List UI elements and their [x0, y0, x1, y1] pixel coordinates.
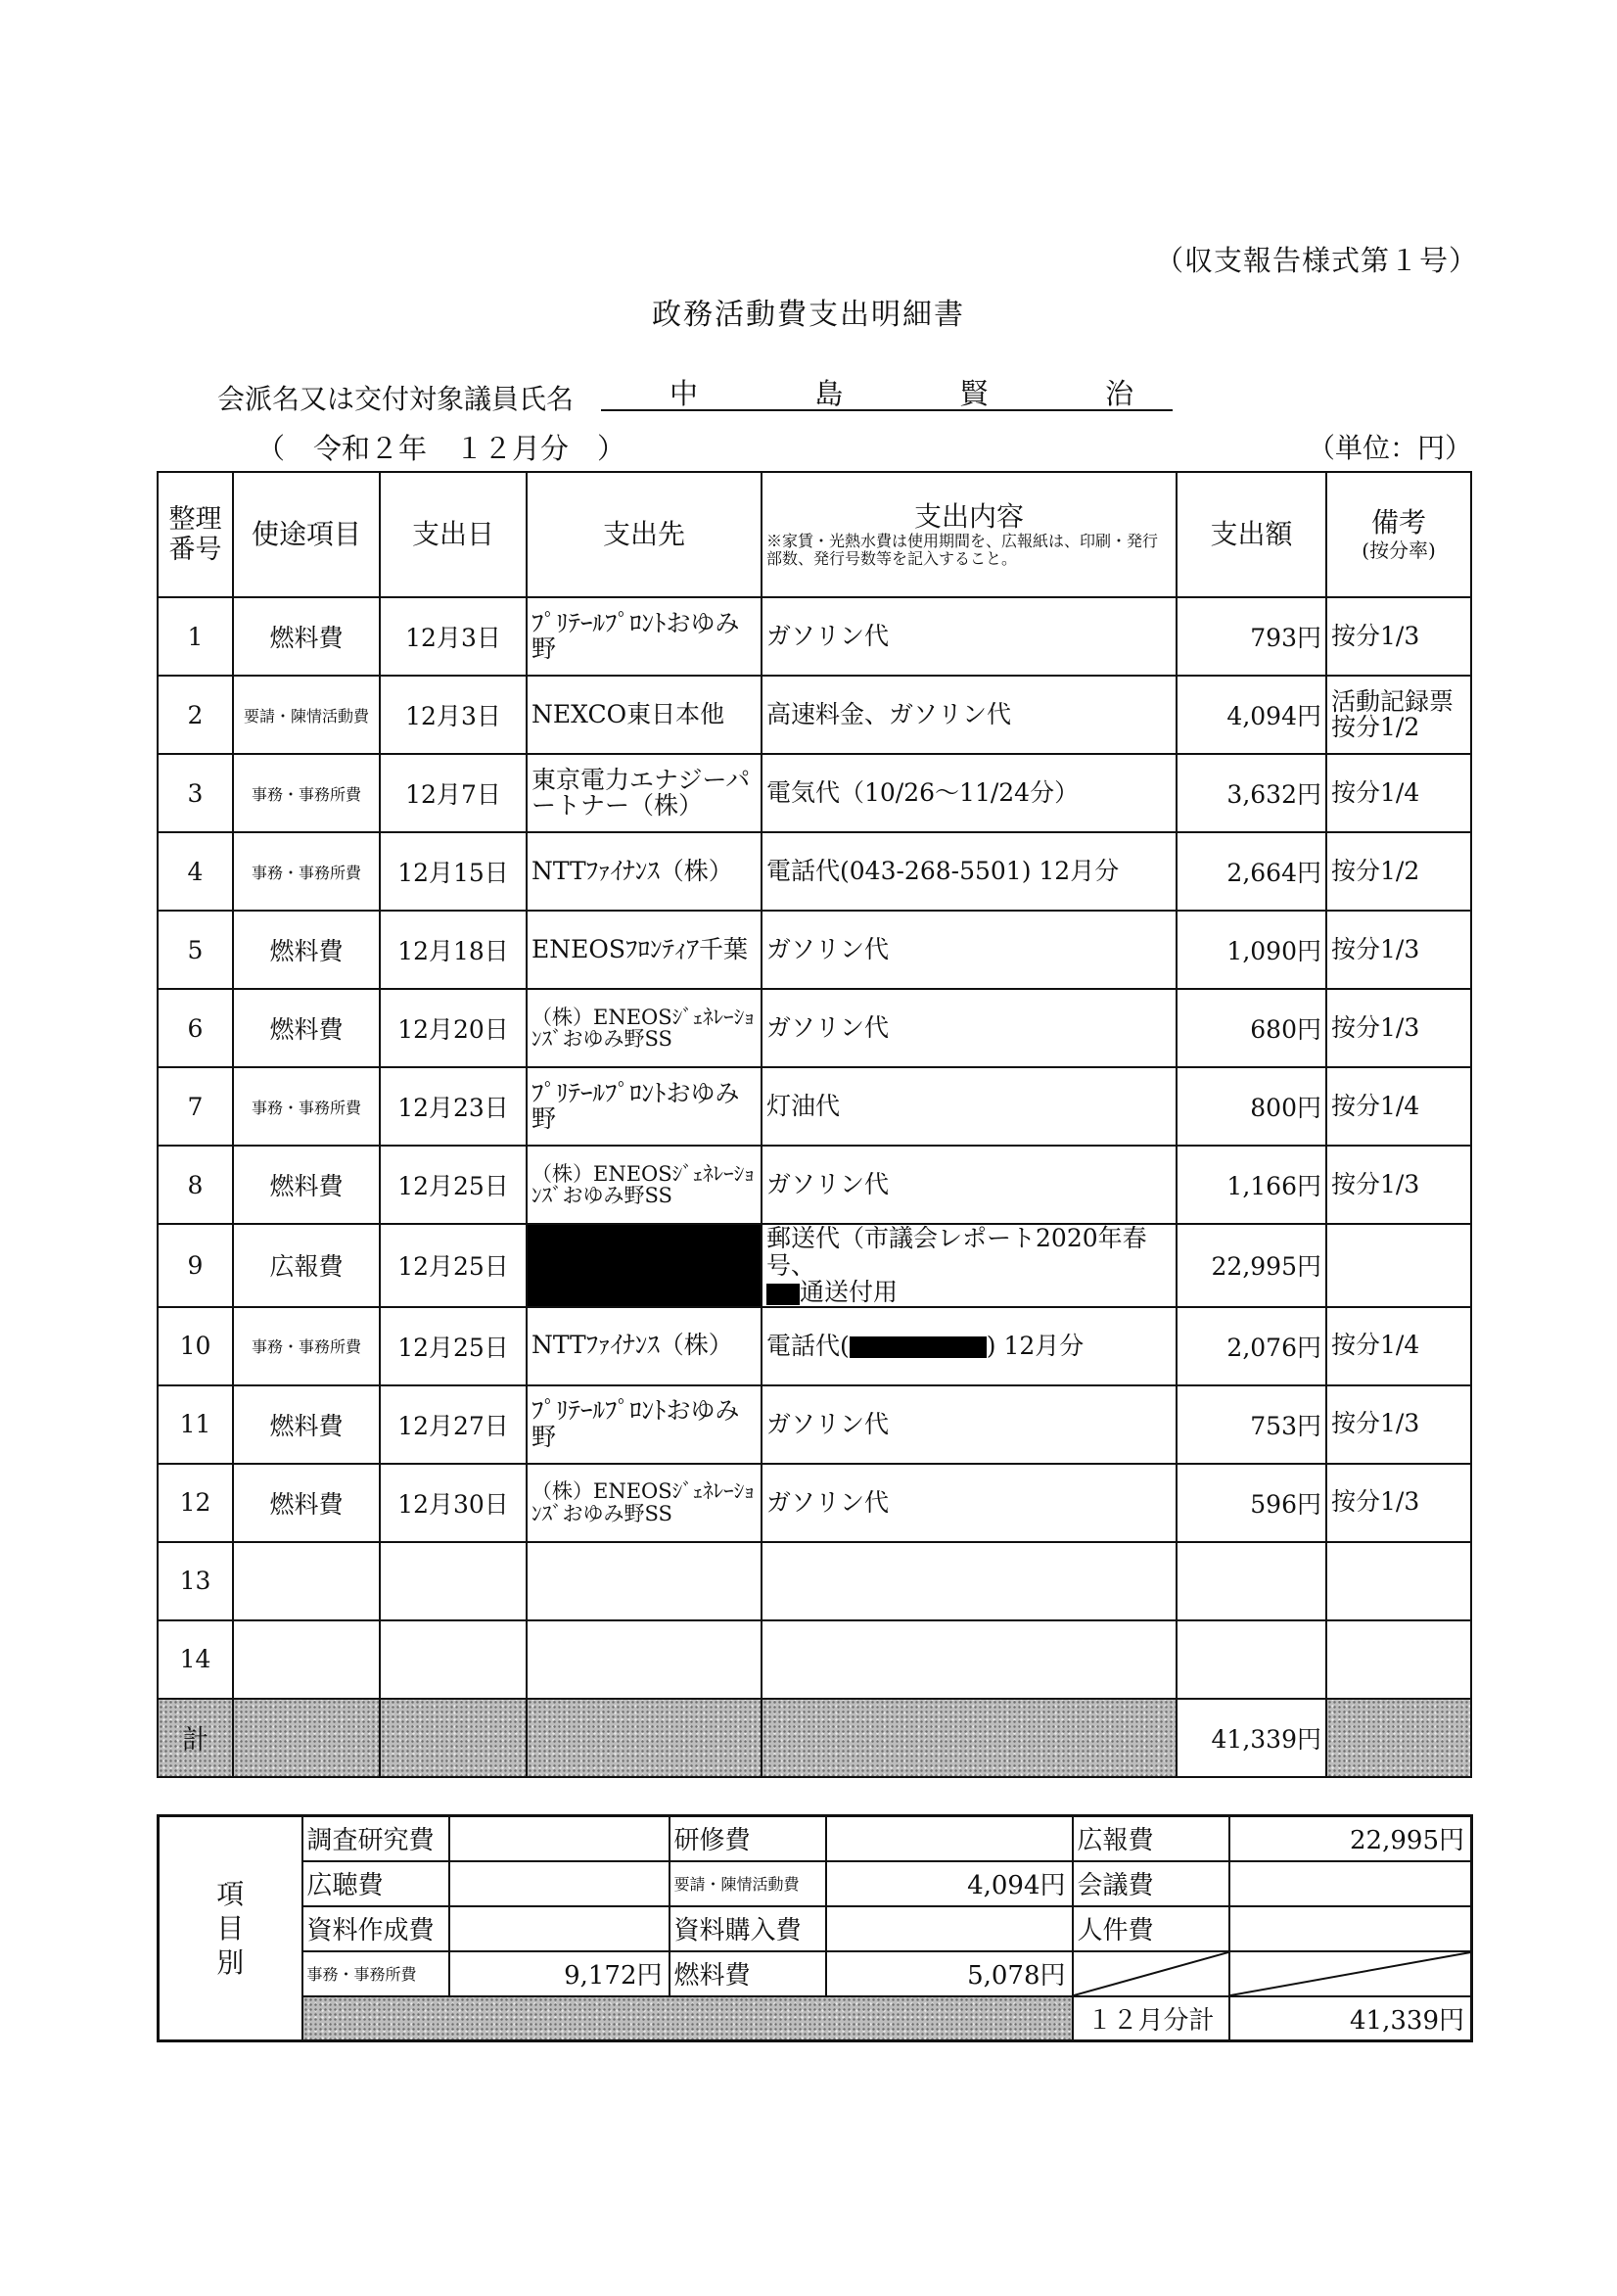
unit-label: （単位：円） [1308, 432, 1473, 464]
shaded-cell [762, 1699, 1177, 1777]
row-amount: 3,632円 [1177, 754, 1326, 832]
table-row [158, 989, 1471, 1067]
row-date: 12月30日 [380, 1464, 527, 1542]
col-header-content-note: ※家賃・光熱水費は使用期間を、広報紙は、印刷・発行部数、発行号数等を記入すること。 [766, 531, 1159, 569]
summary-label: 資料購入費 [670, 1906, 826, 1951]
table-row [158, 1464, 1471, 1542]
row-payee: NTTﾌｧｲﾅﾝｽ（株） [527, 832, 762, 911]
shaded-cell [302, 1996, 1073, 2041]
summary-label: 要請・陳情活動費 [670, 1861, 826, 1906]
row-date: 12月23日 [380, 1067, 527, 1146]
member-name-char: 賢 [959, 377, 989, 410]
summary-side-char: 目 [216, 1912, 245, 1945]
redacted-payee [527, 1224, 762, 1307]
total-label: 計 [158, 1699, 233, 1777]
col-header-category: 使途項目 [233, 472, 380, 597]
summary-row [159, 1951, 1472, 1996]
member-name-char: 島 [814, 377, 844, 410]
table-row [158, 911, 1471, 989]
row-payee: ﾌﾟﾘﾃｰﾙﾌﾟﾛﾝﾄおゆみ野 [527, 1067, 762, 1146]
row-date: 12月18日 [380, 911, 527, 989]
row-payee: NEXCO東日本他 [527, 676, 762, 754]
row-content-line: 電話代( [766, 1331, 850, 1360]
row-no: 4 [158, 832, 233, 911]
expense-table [157, 471, 1472, 1778]
row-note [1326, 1620, 1471, 1699]
col-header-date: 支出日 [380, 472, 527, 597]
summary-value [826, 1816, 1073, 1861]
table-row [158, 1146, 1471, 1224]
row-amount: 2,664円 [1177, 832, 1326, 911]
row-payee: （株）ENEOSｼﾞｪﾈﾚｰｼｮﾝｽﾞおゆみ野SS [527, 989, 762, 1067]
form-number: （収支報告様式第１号） [1155, 244, 1479, 277]
diagonal-line [1230, 1952, 1471, 1995]
row-content: ガソリン代 [762, 1146, 1177, 1224]
summary-side-char: 別 [216, 1946, 245, 1979]
row-amount [1177, 1542, 1326, 1620]
summary-label: 資料作成費 [302, 1906, 449, 1951]
summary-value: 5,078円 [826, 1951, 1073, 1996]
row-no: 3 [158, 754, 233, 832]
row-content: ガソリン代 [762, 911, 1177, 989]
summary-value: 22,995円 [1229, 1816, 1472, 1861]
row-note: 按分1/2 [1326, 832, 1471, 911]
row-amount: 800円 [1177, 1067, 1326, 1146]
summary-value [449, 1861, 670, 1906]
row-content-line: 郵送代（市議会レポート2020年春号、 [766, 1224, 1147, 1280]
summary-value [449, 1906, 670, 1951]
table-row [158, 676, 1471, 754]
row-note: 按分1/3 [1326, 989, 1471, 1067]
row-category: 事務・事務所費 [233, 1067, 380, 1146]
col-header-no: 整理番号 [158, 472, 233, 597]
row-category: 燃料費 [233, 1146, 380, 1224]
row-no: 11 [158, 1385, 233, 1464]
row-content: 高速料金、ガソリン代 [762, 676, 1177, 754]
row-amount: 1,166円 [1177, 1146, 1326, 1224]
col-header-amount: 支出額 [1177, 472, 1326, 597]
col-header-content-title: 支出内容 [913, 499, 1024, 533]
row-no: 8 [158, 1146, 233, 1224]
row-amount: 753円 [1177, 1385, 1326, 1464]
summary-label: 燃料費 [670, 1951, 826, 1996]
summary-label: 広報費 [1073, 1816, 1229, 1861]
col-header-note-sub: (按分率) [1362, 538, 1436, 562]
row-content [762, 1307, 1177, 1385]
row-category: 広報費 [233, 1224, 380, 1307]
row-payee: （株）ENEOSｼﾞｪﾈﾚｰｼｮﾝｽﾞおゆみ野SS [527, 1464, 762, 1542]
col-header-note-title: 備考 [1370, 506, 1426, 539]
summary-row [159, 1861, 1472, 1906]
row-no: 7 [158, 1067, 233, 1146]
row-note: 按分1/4 [1326, 1307, 1471, 1385]
row-category: 燃料費 [233, 911, 380, 989]
diagonal-cell [1229, 1951, 1472, 1996]
row-date: 12月7日 [380, 754, 527, 832]
row-amount [1177, 1620, 1326, 1699]
row-content [762, 1224, 1177, 1307]
table-row [158, 597, 1471, 676]
summary-label: 会議費 [1073, 1861, 1229, 1906]
row-date: 12月20日 [380, 989, 527, 1067]
row-date: 12月15日 [380, 832, 527, 911]
row-note: 按分1/4 [1326, 754, 1471, 832]
summary-row [159, 1816, 1472, 1861]
shaded-cell [380, 1699, 527, 1777]
row-no: 12 [158, 1464, 233, 1542]
row-date: 12月25日 [380, 1224, 527, 1307]
row-content: ガソリン代 [762, 1385, 1177, 1464]
row-amount: 793円 [1177, 597, 1326, 676]
row-category: 燃料費 [233, 989, 380, 1067]
shaded-cell [233, 1699, 380, 1777]
row-content: 電話代(043-268-5501) 12月分 [762, 832, 1177, 911]
table-row [158, 832, 1471, 911]
diagonal-cell [1073, 1951, 1229, 1996]
row-note: 按分1/3 [1326, 1146, 1471, 1224]
member-name-char: 治 [1104, 377, 1133, 410]
table-row [158, 1620, 1471, 1699]
row-note: 活動記録票 按分1/2 [1326, 676, 1471, 754]
row-note [1326, 1542, 1471, 1620]
member-name-char: 中 [670, 377, 699, 410]
row-payee: ﾌﾟﾘﾃｰﾙﾌﾟﾛﾝﾄおゆみ野 [527, 1385, 762, 1464]
total-row [158, 1699, 1471, 1777]
row-date: 12月27日 [380, 1385, 527, 1464]
row-amount: 1,090円 [1177, 911, 1326, 989]
table-header-row [158, 472, 1471, 597]
row-category [233, 1542, 380, 1620]
summary-label: 事務・事務所費 [302, 1951, 449, 1996]
row-date [380, 1620, 527, 1699]
row-date: 12月25日 [380, 1146, 527, 1224]
row-payee: （株）ENEOSｼﾞｪﾈﾚｰｼｮﾝｽﾞおゆみ野SS [527, 1146, 762, 1224]
row-no: 14 [158, 1620, 233, 1699]
row-amount: 680円 [1177, 989, 1326, 1067]
table-row [158, 1542, 1471, 1620]
summary-row [159, 1996, 1472, 2041]
table-row [158, 1385, 1471, 1464]
row-payee: NTTﾌｧｲﾅﾝｽ（株） [527, 1307, 762, 1385]
summary-label: 調査研究費 [302, 1816, 449, 1861]
diagonal-line [1074, 1952, 1228, 1995]
row-payee: ENEOSﾌﾛﾝﾃｨｱ千葉 [527, 911, 762, 989]
summary-row [159, 1906, 1472, 1951]
row-content: 灯油代 [762, 1067, 1177, 1146]
row-category: 事務・事務所費 [233, 754, 380, 832]
row-content: 電気代（10/26～11/24分） [762, 754, 1177, 832]
summary-value [1229, 1861, 1472, 1906]
row-note: 按分1/3 [1326, 597, 1471, 676]
row-payee [527, 1542, 762, 1620]
row-content-line: 通送付用 [800, 1278, 899, 1306]
row-category [233, 1620, 380, 1699]
period: （ 令和２年 １２月分 ） [256, 432, 626, 465]
redaction-block [766, 1284, 800, 1305]
row-category: 要請・陳情活動費 [233, 676, 380, 754]
summary-side-label [159, 1816, 302, 2041]
row-no: 13 [158, 1542, 233, 1620]
row-date: 12月3日 [380, 597, 527, 676]
summary-label: 人件費 [1073, 1906, 1229, 1951]
summary-value [449, 1816, 670, 1861]
row-amount: 4,094円 [1177, 676, 1326, 754]
row-date [380, 1542, 527, 1620]
row-payee: ﾌﾟﾘﾃｰﾙﾌﾟﾛﾝﾄおゆみ野 [527, 597, 762, 676]
summary-value [826, 1906, 1073, 1951]
row-category: 燃料費 [233, 1464, 380, 1542]
row-amount: 22,995円 [1177, 1224, 1326, 1307]
row-note: 按分1/4 [1326, 1067, 1471, 1146]
row-category: 事務・事務所費 [233, 1307, 380, 1385]
row-date: 12月25日 [380, 1307, 527, 1385]
summary-label: 研修費 [670, 1816, 826, 1861]
row-category: 燃料費 [233, 1385, 380, 1464]
col-header-payee: 支出先 [527, 472, 762, 597]
summary-table [157, 1814, 1473, 2042]
row-no: 10 [158, 1307, 233, 1385]
summary-value: 4,094円 [826, 1861, 1073, 1906]
row-no: 5 [158, 911, 233, 989]
row-amount: 2,076円 [1177, 1307, 1326, 1385]
row-no: 6 [158, 989, 233, 1067]
row-content-line: ) 12月分 [986, 1331, 1085, 1360]
document-title: 政務活動費支出明細書 [652, 298, 965, 332]
month-total-label: １２月分計 [1073, 1996, 1229, 2041]
summary-label: 広聴費 [302, 1861, 449, 1906]
row-note: 按分1/3 [1326, 911, 1471, 989]
row-amount: 596円 [1177, 1464, 1326, 1542]
summary-value [1229, 1906, 1472, 1951]
row-note [1326, 1224, 1471, 1307]
summary-side-char: 項 [216, 1878, 245, 1910]
shaded-cell [1326, 1699, 1471, 1777]
member-name [601, 372, 1173, 411]
row-note: 按分1/3 [1326, 1464, 1471, 1542]
redaction-block [850, 1336, 987, 1358]
row-date: 12月3日 [380, 676, 527, 754]
row-category: 事務・事務所費 [233, 832, 380, 911]
row-no: 1 [158, 597, 233, 676]
row-content: ガソリン代 [762, 597, 1177, 676]
summary-value: 9,172円 [449, 1951, 670, 1996]
month-total-value: 41,339円 [1229, 1996, 1472, 2041]
row-payee: 東京電力エナジーパートナー（株） [527, 754, 762, 832]
table-row [158, 1307, 1471, 1385]
row-content [762, 1620, 1177, 1699]
row-note: 按分1/3 [1326, 1385, 1471, 1464]
table-row [158, 1067, 1471, 1146]
row-category: 燃料費 [233, 597, 380, 676]
table-row [158, 754, 1471, 832]
row-content: ガソリン代 [762, 989, 1177, 1067]
col-header-note [1326, 472, 1471, 597]
row-no: 2 [158, 676, 233, 754]
col-header-content [762, 472, 1177, 597]
row-no: 9 [158, 1224, 233, 1307]
row-payee [527, 1620, 762, 1699]
row-content [762, 1542, 1177, 1620]
shaded-cell [527, 1699, 762, 1777]
faction-label: 会派名又は交付対象議員氏名 [217, 383, 575, 415]
total-amount: 41,339円 [1177, 1699, 1326, 1777]
table-row [158, 1224, 1471, 1307]
row-content: ガソリン代 [762, 1464, 1177, 1542]
